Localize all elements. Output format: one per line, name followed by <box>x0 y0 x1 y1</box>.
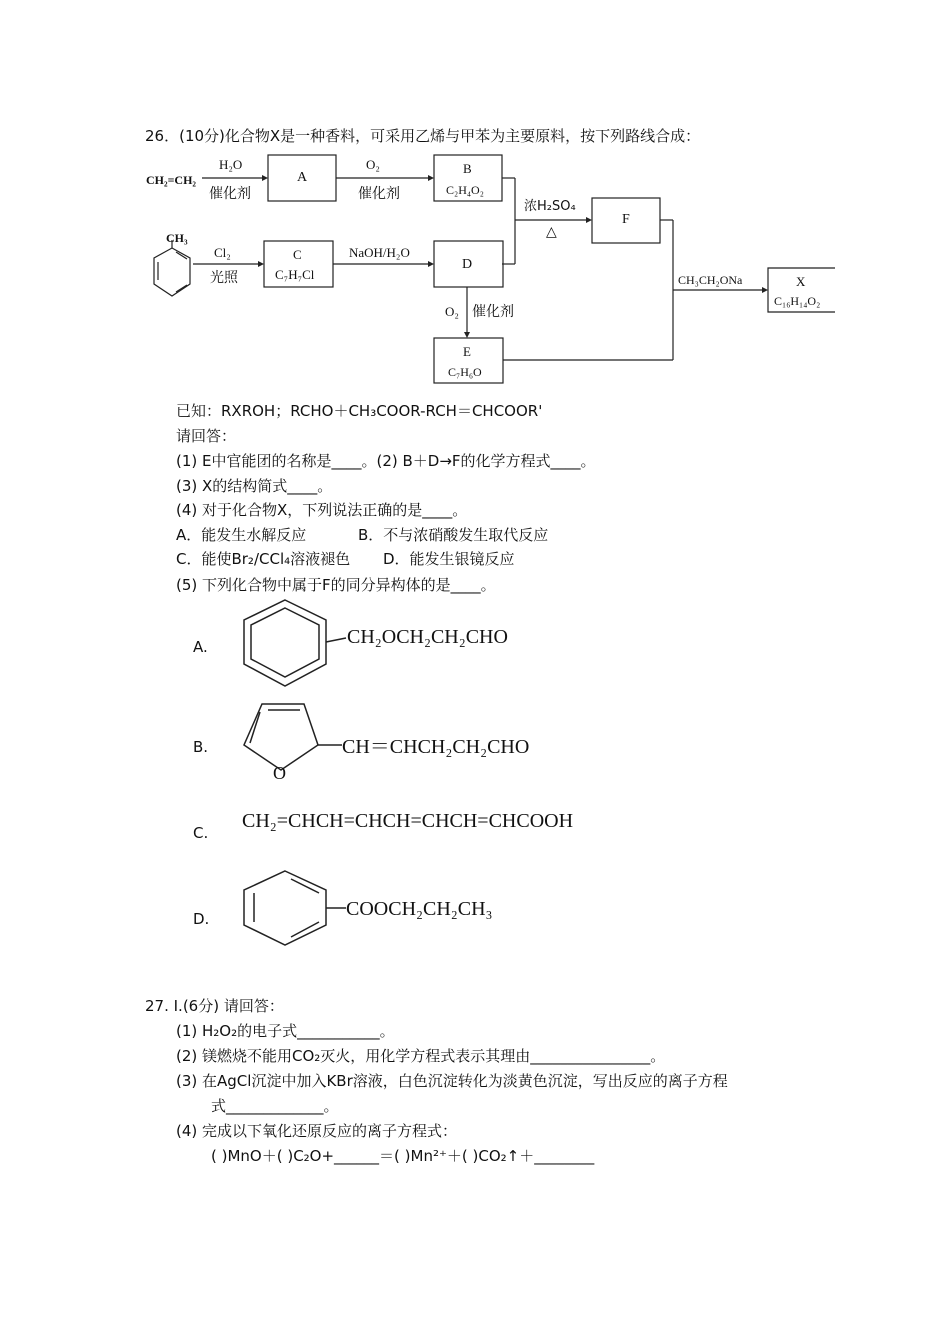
r7-top: CH₃CH₂ONa <box>678 273 743 287</box>
option-a-chain: CH₂OCH₂CH₂CHO <box>347 626 508 648</box>
option-b-ring-atom: O <box>273 763 286 783</box>
q27-part4-equation: ( )MnO＋( )C₂O+______＝( )Mn²⁺＋( )CO₂↑＋________ <box>211 1147 595 1165</box>
option-c-formula: CH₂=CHCH=CHCH=CHCH=CHCOOH <box>242 810 574 832</box>
q27-part4: (4) 完成以下氧化还原反应的离子方程式： <box>176 1122 458 1140</box>
box-A-label: A <box>297 170 308 185</box>
box-B-name: B <box>463 161 472 176</box>
option-b-label: B. <box>193 738 209 756</box>
known-statement: 已知：RXROH；RCHO＋CH₃COOR-RCH＝CHCOOR' <box>176 402 543 420</box>
r5-top: NaOH/H₂O <box>349 245 410 260</box>
box-C-name: C <box>293 247 302 262</box>
q27-part2: (2) 镁燃烧不能用CO₂灭火，用化学方程式表示其理由________________。 <box>176 1047 666 1065</box>
q26-part3: (3) X的结构简式____。 <box>176 477 333 495</box>
option-a-benzene-ring <box>244 600 326 686</box>
q26-part4-option-a: A．能发生水解反应 <box>176 526 307 544</box>
q26-header: 26．(10分)化合物X是一种香料，可采用乙烯与甲苯为主要原料，按下列路线合成： <box>145 127 701 145</box>
r3-top: 浓H₂SO₄ <box>524 199 576 214</box>
q27-header: 27. Ⅰ.(6分) 请回答： <box>145 997 284 1015</box>
box-X-formula: C₁₆H₁₄O₂ <box>774 294 821 308</box>
r6-catalyst: 催化剂 <box>472 304 514 320</box>
option-d-label: D. <box>193 910 210 928</box>
option-b-chain: CH＝CHCH₂CH₂CHO <box>342 736 530 758</box>
r2-top: O₂ <box>366 157 380 172</box>
r1-top: H₂O <box>219 157 243 172</box>
q26-part4: (4) 对于化合物X，下列说法正确的是____。 <box>176 501 468 519</box>
box-C-formula: C₇H₇Cl <box>275 267 315 282</box>
r3-bottom: △ <box>546 224 557 240</box>
q26-part4-option-c: C．能使Br₂/CCl₄溶液褪色 <box>176 550 351 568</box>
option-b-furan-ring <box>244 704 318 770</box>
q27-part3-line2: 式_____________。 <box>211 1097 339 1115</box>
q27-part3-line1: (3) 在AgCl沉淀中加入KBr溶液，白色沉淀转化为淡黄色沉淀，写出反应的离子方程 <box>176 1072 728 1090</box>
toluene-methyl-label: CH₃ <box>166 231 188 245</box>
box-F-label: F <box>622 212 630 227</box>
q27-part1: (1) H₂O₂的电子式___________。 <box>176 1022 395 1040</box>
r2-bottom: 催化剂 <box>358 186 400 202</box>
q26-part4-option-d: D．能发生银镜反应 <box>383 550 515 568</box>
q26-part1-2: (1) E中官能团的名称是____。(2) B＋D→F的化学方程式____。 <box>176 452 596 470</box>
option-a-label: A. <box>193 638 208 656</box>
box-B-formula: C₂H₄O₂ <box>446 183 484 197</box>
r4-top: Cl₂ <box>214 245 231 260</box>
option-c-label: C. <box>193 824 209 842</box>
box-E-name: E <box>463 344 471 359</box>
ethylene-label: CH₂=CH₂ <box>146 173 197 187</box>
box-X-name: X <box>796 274 806 289</box>
box-E-formula: C₇H₆O <box>448 365 482 379</box>
r6-reagent: O₂ <box>445 304 459 319</box>
option-d-chain: COOCH₂CH₂CH₃ <box>346 898 493 920</box>
r4-bottom: 光照 <box>210 270 238 286</box>
please-answer: 请回答： <box>176 427 237 445</box>
box-D-label: D <box>462 257 473 272</box>
q26-part5: (5) 下列化合物中属于F的同分异构体的是____。 <box>176 576 496 594</box>
option-d-benzene-ring <box>244 871 326 945</box>
r1-bottom: 催化剂 <box>209 186 251 202</box>
q26-part4-option-b: B．不与浓硝酸发生取代反应 <box>358 526 549 544</box>
